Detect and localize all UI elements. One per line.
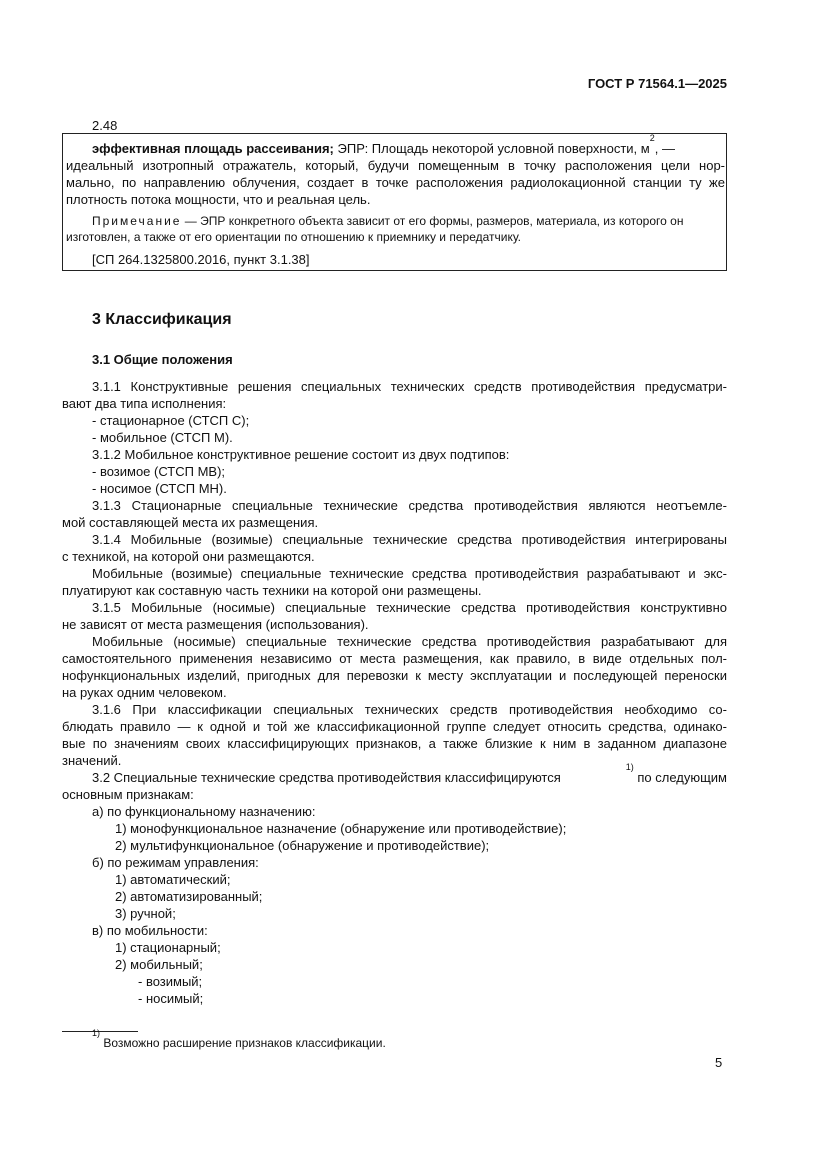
list-item: 2) автоматизированный;	[115, 889, 263, 904]
list-item: - мобильное (СТСП М).	[92, 430, 233, 445]
para-line: на руках одним человеком.	[62, 685, 227, 700]
term-source: [СП 264.1325800.2016, пункт 3.1.38]	[92, 252, 310, 267]
section-title: 3 Классификация	[92, 311, 232, 328]
list-item: 3) ручной;	[115, 906, 176, 921]
footnote: $^{1)}$ Возможно расширение признаков классификации.	[92, 1028, 386, 1050]
para-line: вые по значениям своих классифицирующих признаков, а также близкие к ним в заданном диапазоне	[62, 736, 727, 751]
para-line: не зависят от места размещения (использования).	[62, 617, 369, 632]
term-line-4: плотность потока мощности, что и реальная цель.	[66, 192, 371, 207]
list-item: - носимый;	[138, 991, 204, 1006]
list-item: - возимый;	[138, 974, 203, 989]
para-line: плуатируют как составную часть техники на которой они размещены.	[62, 583, 482, 598]
term-number: 2.48	[92, 118, 118, 133]
footnote-mark: 1)	[92, 1028, 101, 1038]
term-note-line-2: изготовлен, а также от его ориентации по отношению к приемнику и передатчику.	[66, 230, 521, 244]
para-line: с техникой, на которой они размещаются.	[62, 549, 315, 564]
list-item: б) по режимам управления:	[92, 855, 259, 870]
list-item: 1) монофункциональное назначение (обнаружение или противодействие);	[115, 821, 567, 836]
list-item: - возимое (СТСП МВ);	[92, 464, 226, 479]
list-item: 1) автоматический;	[115, 872, 231, 887]
list-item: а) по функциональному назначению:	[92, 804, 316, 819]
para-line: 3.1.5 Мобильные (носимые) специальные технические средства противодействия конструктивно	[92, 600, 727, 615]
para-line: нофункциональных изделий, пригодных для перевозки к месту эксплуатации и последующей переноски	[62, 668, 727, 683]
para-line: Мобильные (возимые) специальные технические средства противодействия разрабатывают и экс-	[92, 566, 727, 581]
list-item: - носимое (СТСП МН).	[92, 481, 227, 496]
para-line: 3.1.1 Конструктивные решения специальных технических средств противодействия предусматри-	[92, 379, 727, 394]
note-label: Примечание	[92, 214, 182, 228]
para-line: основным признакам:	[62, 787, 194, 802]
term-name: эффективная площадь рассеивания;	[92, 141, 334, 156]
list-item: 1) стационарный;	[115, 940, 221, 955]
term-line-3: мально, по направлению облучения, создает в точке расположения радиолокационной станции ту же	[66, 175, 725, 190]
para-line: 3.1.2 Мобильное конструктивное решение состоит из двух подтипов:	[92, 447, 510, 462]
list-item: 2) мультифункциональное (обнаружение и противодействие);	[115, 838, 490, 853]
para-line: значений.	[62, 753, 122, 768]
para-line: блюдать правило — к одной и той же классификационной группе следует относить средства, одинако-	[62, 719, 727, 734]
subsection-title: 3.1 Общие положения	[92, 352, 233, 367]
term-line-1: эффективная площадь рассеивания; ЭПР: Площадь некоторой условной поверхности, $м^2$, —	[92, 133, 675, 156]
para-line: самостоятельного применения независимо от места размещения, как правило, в виде отдельных пол-	[62, 651, 727, 666]
para-line: 3.1.6 При классификации специальных технических средств противодействия необходимо со-	[92, 702, 727, 717]
term-note: Примечание — ЭПР конкретного объекта зависит от его формы, размеров, материала, из которого он	[92, 214, 684, 228]
term-line-2: идеальный изотропный отражатель, который, будучи помещенным в точку расположения цели нор-	[66, 158, 725, 173]
document-code: ГОСТ Р 71564.1—2025	[587, 76, 727, 91]
para-line: 3.1.3 Стационарные специальные технические средства противодействия являются неотъемле-	[92, 498, 727, 513]
list-item: в) по мобильности:	[92, 923, 208, 938]
list-item: - стационарное (СТСП С);	[92, 413, 250, 428]
para-line: вают два типа исполнения:	[62, 396, 227, 411]
footnote-ref: 1)	[625, 762, 634, 772]
para-line: 3.1.4 Мобильные (возимые) специальные технические средства противодействия интегрированы	[92, 532, 727, 547]
page-number: 5	[715, 1055, 723, 1070]
para-line: Мобильные (носимые) специальные технические средства противодействия разрабатывают для	[92, 634, 727, 649]
list-item: 2) мобильный;	[115, 957, 203, 972]
footnote-separator	[62, 1031, 138, 1032]
para-line: мой составляющей места их размещения.	[62, 515, 319, 530]
para-line-with-footnote: 3.2 Специальные технические средства противодействия классифицируются $^{1)}$ по следующим	[92, 762, 727, 785]
